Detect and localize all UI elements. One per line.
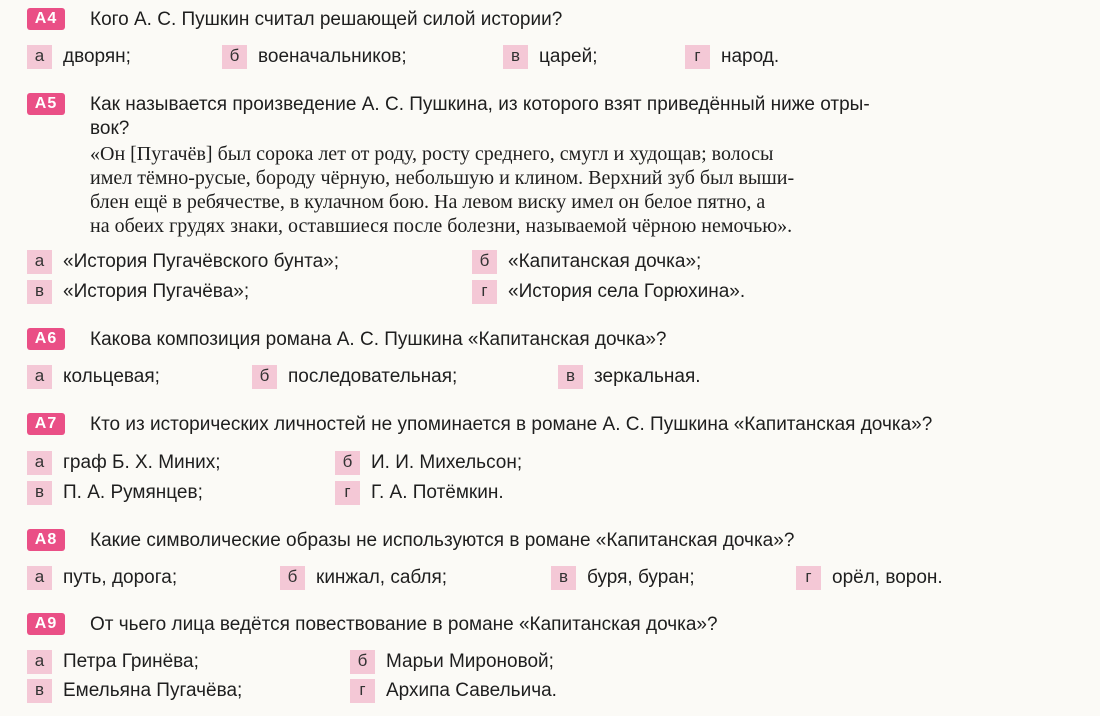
option-letter: в <box>551 566 576 590</box>
option-text: «История Пугачёвского бунта»; <box>63 251 340 272</box>
question-number-badge: А5 <box>27 93 65 115</box>
option-text: Емельяна Пугачёва; <box>63 680 243 701</box>
option-letter: г <box>796 566 821 590</box>
option-letter: б <box>222 45 247 69</box>
option-letter: в <box>27 679 52 703</box>
question-number-badge: А4 <box>27 8 65 30</box>
option-text: П. А. Румянцев; <box>63 482 203 503</box>
option-letter: а <box>27 451 52 475</box>
option-text: народ. <box>721 46 780 67</box>
option-text: военачальников; <box>258 46 407 67</box>
question-text: От чьего лица ведётся повествование в романе «Капитанская дочка»? <box>90 614 718 635</box>
option-text: Петра Гринёва; <box>63 651 199 672</box>
question-text-line: вок? <box>90 118 130 139</box>
option-text: зеркальная. <box>594 366 701 387</box>
option-text: орёл, ворон. <box>832 567 943 588</box>
question-a9 <box>0 613 1100 641</box>
option-letter: в <box>27 481 52 505</box>
option-letter: а <box>27 566 52 590</box>
option-letter: б <box>350 650 375 674</box>
quote-line: на обеих грудях знаки, оставшиеся после болезни, называемой чёрною немочью». <box>90 215 793 237</box>
option-text: Марьи Мироновой; <box>386 651 554 672</box>
question-text-line: Как называется произведение А. С. Пушкина, из которого взят приведённый ниже отры- <box>90 94 870 115</box>
option-text: дворян; <box>63 46 131 67</box>
option-text: «Капитанская дочка»; <box>508 251 702 272</box>
quote-line: «Он [Пугачёв] был сорока лет от роду, росту среднего, смугл и худощав; волосы <box>90 143 774 165</box>
quote-line: блен ещё в ребячестве, в кулачном бою. На левом виску имел он белое пятно, а <box>90 191 766 213</box>
option-text: Г. А. Потёмкин. <box>371 482 504 503</box>
question-number-badge: А9 <box>27 613 65 635</box>
option-letter: а <box>27 650 52 674</box>
question-text: Какова композиция романа А. С. Пушкина «Капитанская дочка»? <box>90 329 667 350</box>
option-letter: а <box>27 250 52 274</box>
option-text: «История села Горюхина». <box>508 281 746 302</box>
question-a7 <box>0 413 1100 441</box>
question-number-badge: А7 <box>27 413 65 435</box>
option-text: буря, буран; <box>587 567 695 588</box>
option-text: кольцевая; <box>63 366 160 387</box>
question-text: Кого А. С. Пушкин считал решающей силой истории? <box>90 9 563 30</box>
option-text: царей; <box>539 46 598 67</box>
option-letter: а <box>27 365 52 389</box>
question-text: Какие символические образы не используются в романе «Капитанская дочка»? <box>90 530 795 551</box>
question-number-badge: А8 <box>27 529 65 551</box>
option-letter: г <box>472 280 497 304</box>
option-letter: а <box>27 45 52 69</box>
option-letter: б <box>252 365 277 389</box>
option-letter: в <box>558 365 583 389</box>
question-number-badge: А6 <box>27 328 65 350</box>
option-text: последовательная; <box>288 366 458 387</box>
option-text: Архипа Савельича. <box>386 680 557 701</box>
question-text: Кто из исторических личностей не упоминается в романе А. С. Пушкина «Капитанская дочка»? <box>90 414 933 435</box>
option-letter: в <box>503 45 528 69</box>
option-letter: в <box>27 280 52 304</box>
question-a8 <box>0 529 1100 557</box>
option-letter: б <box>335 451 360 475</box>
option-letter: г <box>685 45 710 69</box>
option-letter: б <box>280 566 305 590</box>
question-a4 <box>0 8 1100 36</box>
option-text: «История Пугачёва»; <box>63 281 250 302</box>
question-a6 <box>0 328 1100 356</box>
option-text: путь, дорога; <box>63 567 178 588</box>
option-letter: г <box>335 481 360 505</box>
quote-line: имел тёмно-русые, бороду чёрную, небольшую и клином. Верхний зуб был выши- <box>90 167 795 189</box>
option-text: И. И. Михельсон; <box>371 452 523 473</box>
option-text: кинжал, сабля; <box>316 567 448 588</box>
option-text: граф Б. Х. Миних; <box>63 452 221 473</box>
option-letter: г <box>350 679 375 703</box>
option-letter: б <box>472 250 497 274</box>
